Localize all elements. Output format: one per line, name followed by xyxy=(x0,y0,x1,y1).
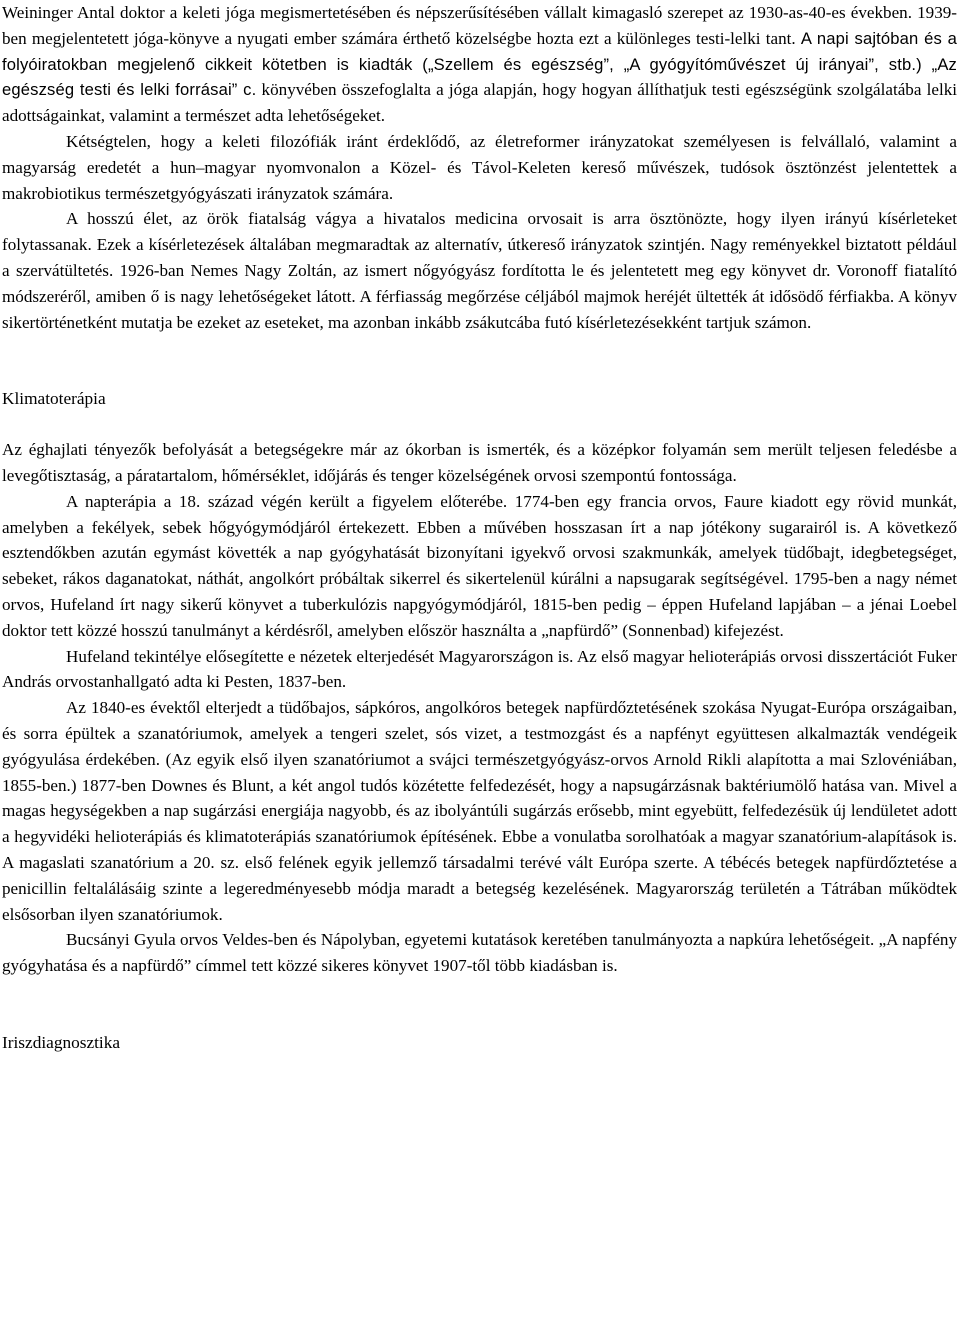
paragraph-1840s: Az 1840-es évektől elterjedt a tüdőbajos, sápkóros, angolkóros betegek napfürdőztetésének szokása Nyugat-Európa országaiban, és sorra épültek a szanatóriumok, amelyek a tengeri szelet, sós vizet, a testmozgást és a napfényt együttesen alkalmazták vendégeik gyógyulása érdekében. (Az egyik első ilyen szanatóriumot a svájci természetgyógyász-orvos Arnold Rikli alapította a mai Szlovéniában, 1855-ben.) 1877-ben Downes és Blunt, a két angol tudós közétette felfedezését, hogy a napsugárzásnak baktériumölő hatása van. Mivel a magas hegységekben a nap sugárzási energiája nagyobb, és az ibolyántúli sugárzás erősebb, mint egyebütt, felfedezésük új lendületet adott a hegyvidéki helioterápiás és klimatoterápiás szanatóriumok építésének. Ebbe a vonulatba sorolhatóak a magyar szanatórium-alapítások is. A magaslati szanatórium a 20. sz. első felének egyik jellemző társadalmi terévé vált Európa szerte. A tébécés betegek napfürdőztetése a penicillin feltalálásáig szinte a legeredményesebb módja maradt a betegség kezelésének. Magyarország területén a Tátrában működtek elsősorban ilyen szanatóriumok. xyxy=(2,698,957,924)
paragraph-klima-intro: Az éghajlati tényezők befolyását a betegségekre már az ókorban is ismerték, és a középkor folyamán sem merült teljesen feledésbe a levegőtisztaság, a páratartalom, hőmérséklet, időjárás és tenger közelségének orvosi szempontú fontossága. xyxy=(2,440,957,485)
weininger-lead-text: Weininger Antal doktor a keleti jóga megismertetésében és népszerűsítésében vállalt kimagasló szerepet az 1930-as-40-es években. 1939-ben megjelentetett jóga-könyve a nyugati ember számára érthető közelségbe hozta ezt a különleges testi-lelki tant. xyxy=(2,3,957,48)
section-heading-klimatoterapia: Klimatoterápia xyxy=(2,389,106,409)
weininger-tail-text: könyvében összefoglalta a jóga alapján, hogy hogyan állíthatjuk testi egészségünk szolgálatába lelki adottságainkat, valamint a természet adta lehetőségeket. xyxy=(2,80,958,126)
section-heading-iriszdiagnosztika: Iriszdiagnosztika xyxy=(2,1032,121,1052)
paragraph-napterapia: A napterápia a 18. század végén került a figyelem előterébe. 1774-ben egy francia orvos, Faure kiadott egy rövid munkát, amelyben a fekélyek, sebek hőgyógymódjáról értekezett. Ebben a művében hosszasan írt a nap jótékony sugarairól is. A következő esztendőkben azután egymást követték a nap gyógyhatását bizonyítani igyekvő orvosi szakmunkák, amelyek tüdőbajt, idegbetegséget, sebeket, rákos daganatokat, náthát, angolkórt próbáltak sikerrel és sikertelenül kúrálni a napsugarak segítségével. 1795-ben a nagy német orvos, Hufeland írt nagy sikerű könyvet a tuberkulózis napgyógymódjáról, 1815-ben pedig – éppen Hufeland lapjában – a jénai Loebel doktor tett közzé hosszú tanulmányt a kérdésről, amelyben először használta a „napfürdő” (Sonnenbad) kifejezést. xyxy=(2,491,957,640)
document-page xyxy=(2,0,957,1056)
weininger-press-text: A napi sajtóban és a folyóiratokban megjelenő cikkeit kötetben is kiadták („Szellem és egészség”, „A gyógyítóművészet új irányai”, stb.) „Az egészség testi és lelki forrásai” c. xyxy=(2,28,957,100)
paragraph-hufeland: Hufeland tekintélye elősegítette e nézetek elterjedését Magyarországon is. Az első magyar helioterápiás orvosi disszertációt Fuker András orvostanhallgató adta ki Pesten, 1837-ben. xyxy=(2,646,957,692)
paragraph-eastern-philosophy: Kétségtelen, hogy a keleti filozófiák iránt érdeklődő, az életreformer irányzatokat személyesen is felvállaló, valamint a magyarság eredetét a hun–magyar nyomvonalon a Közel- és Távol-Keleten kereső művészek, tudósok ösztönzést jelentettek a makrobiotikus természetgyógyászati irányzatok számára. xyxy=(2,131,957,203)
paragraph-bucsanyi: Bucsányi Gyula orvos Veldes-ben és Nápolyban, egyetemi kutatások keretében tanulmányozta a napkúra lehetőségeit. „A napfény gyógyhatása és a napfürdő” címmel tett közzé sikeres könyvet 1907-től több kiadásban is. xyxy=(2,930,957,976)
paragraph-weininger xyxy=(2,0,957,129)
paragraph-long-life: A hosszú élet, az örök fiatalság vágya a hivatalos medicina orvosait is arra ösztönözte, hogy ilyen irányú kísérleteket folytassanak. Ezek a kísérletezések általában megmaradtak az alternatív, útkereső irányzatok szintjén. Nagy reményekkel biztatott például a szervátültetés. 1926-ban Nemes Nagy Zoltán, az ismert nőgyógyász fordította le és jelentetett meg egy könyvet dr. Voronoff fiatalító módszeréről, amiben ő is nagy lehetőségeket látott. A férfiasság megőrzése céljából majmok heréjét ültették át idősödő férfiakba. A könyv sikertörténetként mutatja be ezeket az eseteket, ma azonban inkább zsákutcába futó kísérletezésekként tartjuk számon. xyxy=(2,209,957,332)
